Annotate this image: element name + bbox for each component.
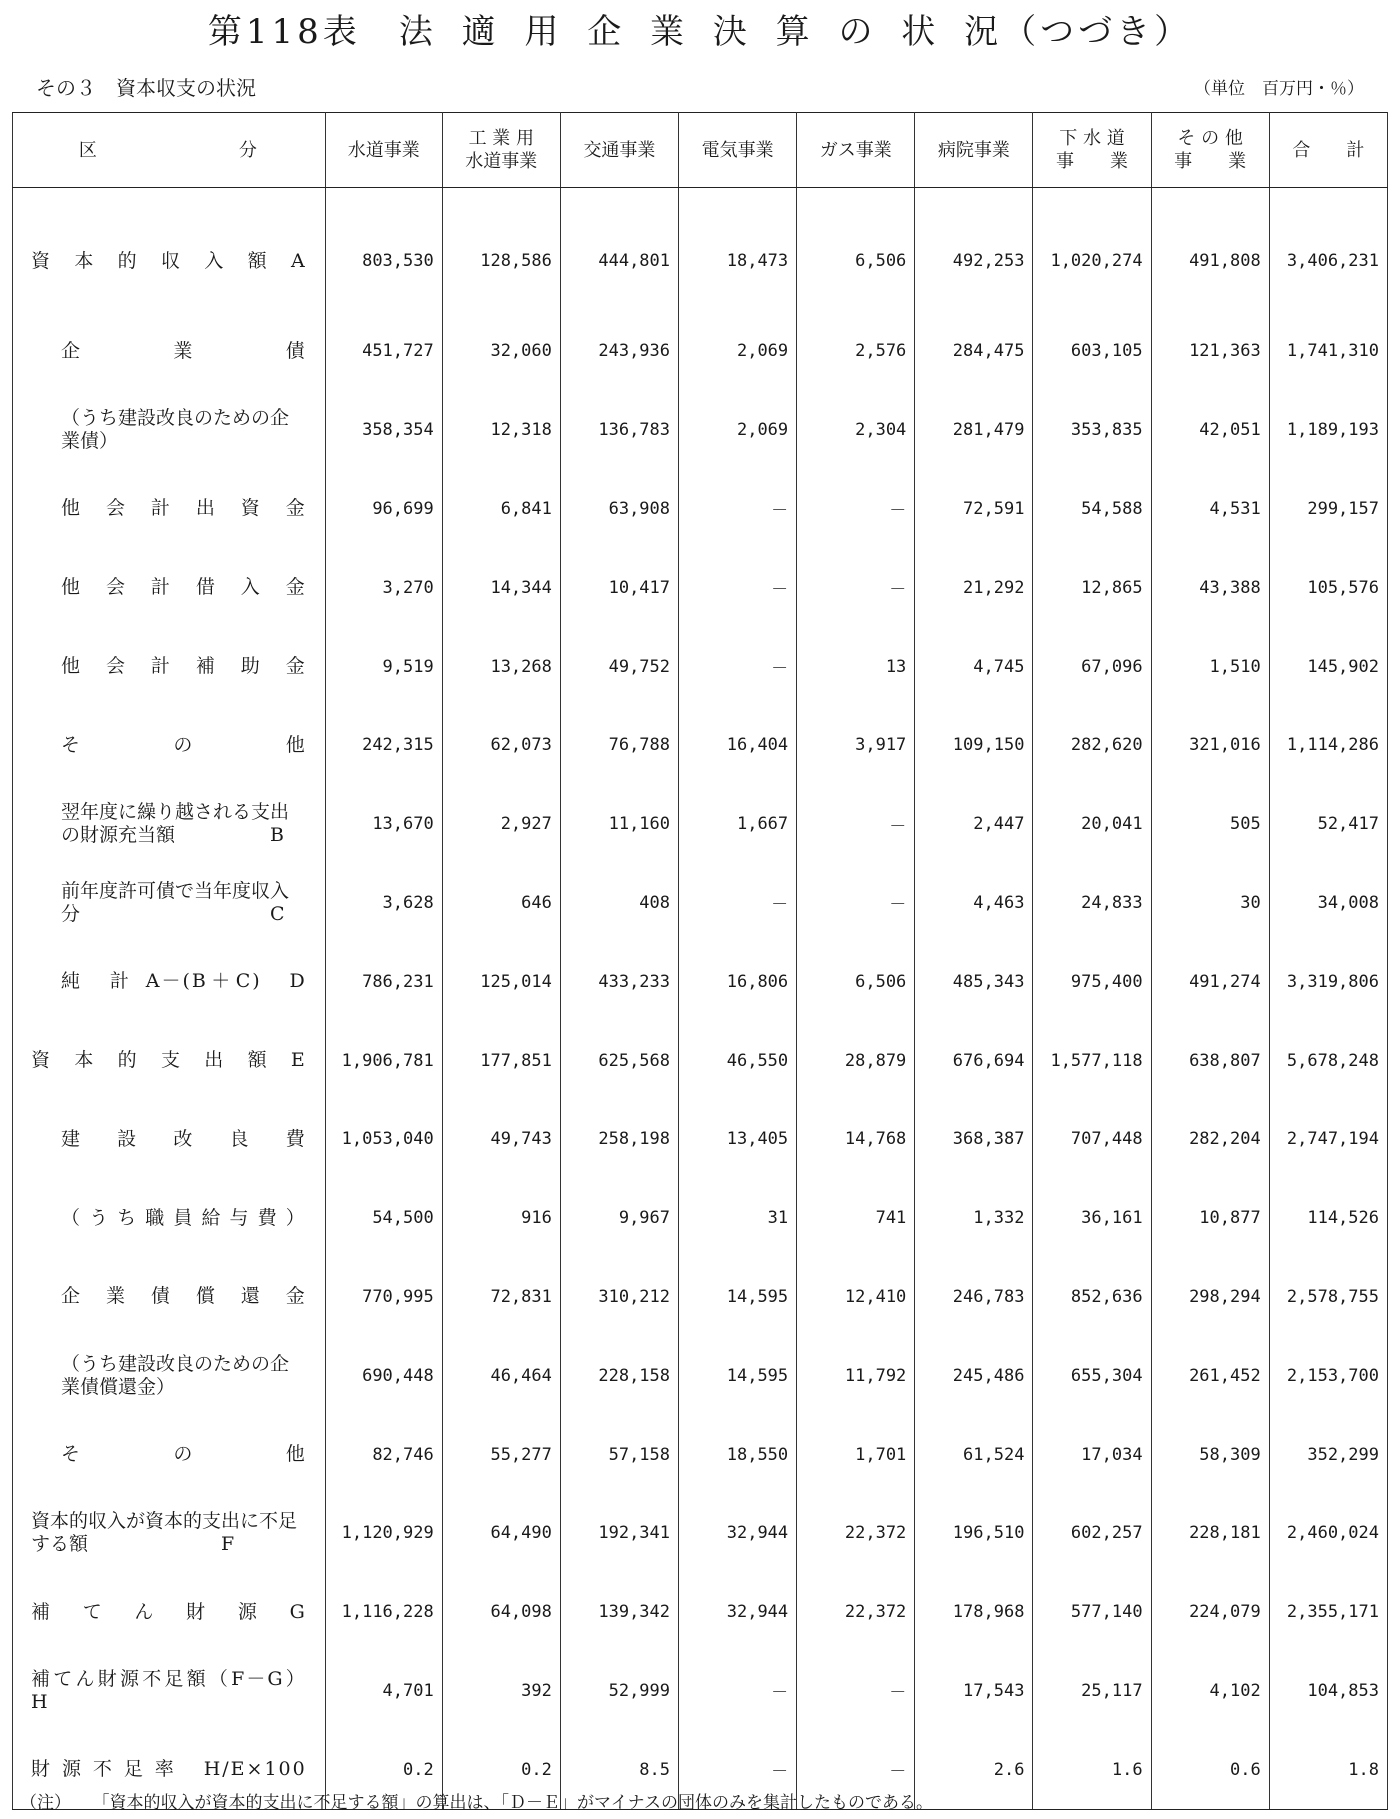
table-row — [13, 312, 1388, 391]
header-row — [13, 113, 1388, 188]
value-cell: 258,198 — [560, 1100, 678, 1179]
value-cell: 177,851 — [442, 1021, 560, 1100]
row-label: 補てん財源不足額（F－G）H — [13, 1652, 326, 1731]
row-label: 他会計借入金 — [13, 548, 326, 627]
value-cell: － — [679, 470, 797, 549]
value-cell: 2,447 — [915, 785, 1033, 864]
value-cell: 2,153,700 — [1269, 1336, 1387, 1415]
value-cell: 485,343 — [915, 942, 1033, 1021]
header-electricity: 電気事業 — [679, 113, 797, 188]
row-label: 資本的収入額A — [13, 188, 326, 313]
value-cell: 49,743 — [442, 1100, 560, 1179]
row-label: 補てん財源G — [13, 1573, 326, 1652]
value-cell: 32,060 — [442, 312, 560, 391]
value-cell: 105,576 — [1269, 548, 1387, 627]
value-cell: 243,936 — [560, 312, 678, 391]
value-cell: 32,944 — [679, 1573, 797, 1652]
value-cell: 2,069 — [679, 312, 797, 391]
value-cell: 1,116,228 — [325, 1573, 442, 1652]
value-cell: 61,524 — [915, 1415, 1033, 1494]
value-cell: － — [797, 1730, 915, 1809]
header-total: 合 計 — [1269, 113, 1387, 188]
value-cell: 491,274 — [1151, 942, 1269, 1021]
value-cell: 30 — [1151, 864, 1269, 943]
value-cell: 46,464 — [442, 1336, 560, 1415]
row-label: その他 — [13, 1415, 326, 1494]
value-cell: 6,506 — [797, 942, 915, 1021]
value-cell: 284,475 — [915, 312, 1033, 391]
value-cell: － — [797, 1652, 915, 1731]
table-row — [13, 1494, 1388, 1573]
value-cell: 4,531 — [1151, 470, 1269, 549]
value-cell: 433,233 — [560, 942, 678, 1021]
table-row — [13, 1415, 1388, 1494]
footnote — [20, 1788, 933, 1813]
header-gas: ガス事業 — [797, 113, 915, 188]
value-cell: 25,117 — [1033, 1652, 1151, 1731]
value-cell: － — [679, 864, 797, 943]
value-cell: 57,158 — [560, 1415, 678, 1494]
value-cell: 602,257 — [1033, 1494, 1151, 1573]
value-cell: 72,831 — [442, 1258, 560, 1337]
value-cell: 451,727 — [325, 312, 442, 391]
value-cell: 6,841 — [442, 470, 560, 549]
value-cell: 1.6 — [1033, 1730, 1151, 1809]
value-cell: 22,372 — [797, 1494, 915, 1573]
value-cell: 298,294 — [1151, 1258, 1269, 1337]
value-cell: 17,034 — [1033, 1415, 1151, 1494]
value-cell: 55,277 — [442, 1415, 560, 1494]
value-cell: 63,908 — [560, 470, 678, 549]
table-body — [13, 188, 1388, 1810]
value-cell: 4,745 — [915, 627, 1033, 706]
value-cell: 192,341 — [560, 1494, 678, 1573]
row-label: （うち職員給与費） — [13, 1179, 326, 1258]
value-cell: 786,231 — [325, 942, 442, 1021]
value-cell: 11,792 — [797, 1336, 915, 1415]
value-cell: 139,342 — [560, 1573, 678, 1652]
value-cell: 228,181 — [1151, 1494, 1269, 1573]
value-cell: 638,807 — [1151, 1021, 1269, 1100]
value-cell: 310,212 — [560, 1258, 678, 1337]
value-cell: 625,568 — [560, 1021, 678, 1100]
value-cell: 6,506 — [797, 188, 915, 313]
footnote-text: 「資本的収入が資本的支出に不足する額」の算出は、「Ｄ－Ｅ」がマイナスの団体のみを集計したものである。 — [101, 1793, 933, 1813]
value-cell: 13,268 — [442, 627, 560, 706]
value-cell: 72,591 — [915, 470, 1033, 549]
value-cell: 577,140 — [1033, 1573, 1151, 1652]
value-cell: 18,473 — [679, 188, 797, 313]
value-cell: 5,678,248 — [1269, 1021, 1387, 1100]
table-row — [13, 785, 1388, 864]
value-cell: 246,783 — [915, 1258, 1033, 1337]
row-label: 建設改良費 — [13, 1100, 326, 1179]
value-cell: 646 — [442, 864, 560, 943]
value-cell: 0.6 — [1151, 1730, 1269, 1809]
value-cell: 22,372 — [797, 1573, 915, 1652]
row-label: その他 — [13, 706, 326, 785]
value-cell: 178,968 — [915, 1573, 1033, 1652]
value-cell: 16,806 — [679, 942, 797, 1021]
value-cell: 62,073 — [442, 706, 560, 785]
unit-label: （単位 百万円・％） — [1194, 79, 1364, 99]
value-cell: 690,448 — [325, 1336, 442, 1415]
value-cell: 54,500 — [325, 1179, 442, 1258]
value-cell: 2,304 — [797, 391, 915, 470]
value-cell: 54,588 — [1033, 470, 1151, 549]
value-cell: 1,020,274 — [1033, 188, 1151, 313]
row-label: 資本的支出額E — [13, 1021, 326, 1100]
value-cell: 242,315 — [325, 706, 442, 785]
value-cell: 32,944 — [679, 1494, 797, 1573]
value-cell: 282,620 — [1033, 706, 1151, 785]
value-cell: 10,417 — [560, 548, 678, 627]
value-cell: 2,927 — [442, 785, 560, 864]
value-cell: 368,387 — [915, 1100, 1033, 1179]
header-hospital: 病院事業 — [915, 113, 1033, 188]
value-cell: 4,701 — [325, 1652, 442, 1731]
value-cell: 96,699 — [325, 470, 442, 549]
value-cell: 14,595 — [679, 1258, 797, 1337]
value-cell: 0.2 — [325, 1730, 442, 1809]
value-cell: 109,150 — [915, 706, 1033, 785]
value-cell: 13,670 — [325, 785, 442, 864]
row-label: 翌年度に繰り越される支出の財源充当額 B — [13, 785, 326, 864]
row-label: 財源不足率 H/E×100 — [13, 1730, 326, 1809]
value-cell: 2,576 — [797, 312, 915, 391]
table-row — [13, 706, 1388, 785]
table-row — [13, 1100, 1388, 1179]
value-cell: 18,550 — [679, 1415, 797, 1494]
row-label: 他会計出資金 — [13, 470, 326, 549]
row-label: 前年度許可債で当年度収入分 C — [13, 864, 326, 943]
value-cell: 228,158 — [560, 1336, 678, 1415]
value-cell: 8.5 — [560, 1730, 678, 1809]
value-cell: 1,667 — [679, 785, 797, 864]
value-cell: － — [679, 548, 797, 627]
value-cell: 104,853 — [1269, 1652, 1387, 1731]
value-cell: 9,967 — [560, 1179, 678, 1258]
value-cell: 2,355,171 — [1269, 1573, 1387, 1652]
value-cell: 975,400 — [1033, 942, 1151, 1021]
value-cell: 224,079 — [1151, 1573, 1269, 1652]
value-cell: 261,452 — [1151, 1336, 1269, 1415]
table-row — [13, 1652, 1388, 1731]
value-cell: 358,354 — [325, 391, 442, 470]
value-cell: 2,069 — [679, 391, 797, 470]
value-cell: 281,479 — [915, 391, 1033, 470]
value-cell: 17,543 — [915, 1652, 1033, 1731]
value-cell: － — [797, 864, 915, 943]
value-cell: 67,096 — [1033, 627, 1151, 706]
table-row — [13, 188, 1388, 313]
table-row — [13, 1258, 1388, 1337]
value-cell: 2,578,755 — [1269, 1258, 1387, 1337]
value-cell: 916 — [442, 1179, 560, 1258]
value-cell: 392 — [442, 1652, 560, 1731]
value-cell: 13,405 — [679, 1100, 797, 1179]
value-cell: 82,746 — [325, 1415, 442, 1494]
value-cell: 76,788 — [560, 706, 678, 785]
value-cell: 2.6 — [915, 1730, 1033, 1809]
value-cell: 34,008 — [1269, 864, 1387, 943]
value-cell: － — [797, 470, 915, 549]
value-cell: － — [797, 548, 915, 627]
value-cell: 299,157 — [1269, 470, 1387, 549]
value-cell: 492,253 — [915, 188, 1033, 313]
header-category: 区 分 — [13, 113, 326, 188]
value-cell: 1,053,040 — [325, 1100, 442, 1179]
value-cell: 3,406,231 — [1269, 188, 1387, 313]
header-water: 水道事業 — [325, 113, 442, 188]
value-cell: 245,486 — [915, 1336, 1033, 1415]
value-cell: 46,550 — [679, 1021, 797, 1100]
table-row — [13, 1336, 1388, 1415]
value-cell: 1,189,193 — [1269, 391, 1387, 470]
value-cell: 136,783 — [560, 391, 678, 470]
value-cell: 770,995 — [325, 1258, 442, 1337]
row-label: 企業債 — [13, 312, 326, 391]
value-cell: 16,404 — [679, 706, 797, 785]
table-row — [13, 942, 1388, 1021]
value-cell: 408 — [560, 864, 678, 943]
value-cell: 14,768 — [797, 1100, 915, 1179]
value-cell: 1.8 — [1269, 1730, 1387, 1809]
value-cell: 1,906,781 — [325, 1021, 442, 1100]
value-cell: 121,363 — [1151, 312, 1269, 391]
footnote-marker: （注） — [20, 1793, 71, 1813]
section-subtitle: その３ 資本収支の状況 — [36, 76, 256, 100]
value-cell: 2,747,194 — [1269, 1100, 1387, 1179]
value-cell: 49,752 — [560, 627, 678, 706]
value-cell: 4,463 — [915, 864, 1033, 943]
header-industrial-water: 工 業 用 水道事業 — [442, 113, 560, 188]
value-cell: 21,292 — [915, 548, 1033, 627]
page-title: 第118表 法 適 用 企 業 決 算 の 状 況（つづき） — [207, 12, 1193, 52]
value-cell: － — [679, 1730, 797, 1809]
table-row — [13, 627, 1388, 706]
value-cell: 852,636 — [1033, 1258, 1151, 1337]
row-label: （うち建設改良のための企業債償還金） — [13, 1336, 326, 1415]
value-cell: 655,304 — [1033, 1336, 1151, 1415]
value-cell: 10,877 — [1151, 1179, 1269, 1258]
value-cell: 1,510 — [1151, 627, 1269, 706]
value-cell: 353,835 — [1033, 391, 1151, 470]
header-other: そ の 他 事 業 — [1151, 113, 1269, 188]
value-cell: － — [797, 785, 915, 864]
value-cell: 64,490 — [442, 1494, 560, 1573]
value-cell: 1,577,118 — [1033, 1021, 1151, 1100]
value-cell: 24,833 — [1033, 864, 1151, 943]
value-cell: 43,388 — [1151, 548, 1269, 627]
value-cell: 52,999 — [560, 1652, 678, 1731]
value-cell: 125,014 — [442, 942, 560, 1021]
value-cell: 0.2 — [442, 1730, 560, 1809]
value-cell: 803,530 — [325, 188, 442, 313]
value-cell: 603,105 — [1033, 312, 1151, 391]
value-cell: 707,448 — [1033, 1100, 1151, 1179]
value-cell: 114,526 — [1269, 1179, 1387, 1258]
row-label: （うち建設改良のための企業債） — [13, 391, 326, 470]
value-cell: 145,902 — [1269, 627, 1387, 706]
value-cell: 12,318 — [442, 391, 560, 470]
row-label: 他会計補助金 — [13, 627, 326, 706]
row-label: 純 計 A－(B＋C) D — [13, 942, 326, 1021]
value-cell: 12,410 — [797, 1258, 915, 1337]
value-cell: 9,519 — [325, 627, 442, 706]
value-cell: 3,917 — [797, 706, 915, 785]
table-row — [13, 864, 1388, 943]
table-row — [13, 548, 1388, 627]
value-cell: 3,628 — [325, 864, 442, 943]
value-cell: － — [679, 1652, 797, 1731]
header-transport: 交通事業 — [560, 113, 678, 188]
value-cell: 282,204 — [1151, 1100, 1269, 1179]
value-cell: 20,041 — [1033, 785, 1151, 864]
table-row — [13, 391, 1388, 470]
header-sewerage: 下 水 道 事 業 — [1033, 113, 1151, 188]
value-cell: 1,120,929 — [325, 1494, 442, 1573]
table-row — [13, 1179, 1388, 1258]
value-cell: 352,299 — [1269, 1415, 1387, 1494]
value-cell: 52,417 — [1269, 785, 1387, 864]
value-cell: 3,270 — [325, 548, 442, 627]
capital-balance-table — [12, 112, 1388, 1810]
value-cell: 1,741,310 — [1269, 312, 1387, 391]
value-cell: 444,801 — [560, 188, 678, 313]
value-cell: 58,309 — [1151, 1415, 1269, 1494]
value-cell: 3,319,806 — [1269, 942, 1387, 1021]
value-cell: 196,510 — [915, 1494, 1033, 1573]
value-cell: 11,160 — [560, 785, 678, 864]
value-cell: 1,332 — [915, 1179, 1033, 1258]
value-cell: 14,595 — [679, 1336, 797, 1415]
value-cell: 128,586 — [442, 188, 560, 313]
value-cell: 14,344 — [442, 548, 560, 627]
value-cell: 12,865 — [1033, 548, 1151, 627]
value-cell: 676,694 — [915, 1021, 1033, 1100]
table-row — [13, 1573, 1388, 1652]
value-cell: 31 — [679, 1179, 797, 1258]
value-cell: 1,701 — [797, 1415, 915, 1494]
value-cell: 42,051 — [1151, 391, 1269, 470]
value-cell: 28,879 — [797, 1021, 915, 1100]
value-cell: 4,102 — [1151, 1652, 1269, 1731]
value-cell: 64,098 — [442, 1573, 560, 1652]
value-cell: － — [679, 627, 797, 706]
value-cell: 321,016 — [1151, 706, 1269, 785]
value-cell: 741 — [797, 1179, 915, 1258]
value-cell: 1,114,286 — [1269, 706, 1387, 785]
value-cell: 36,161 — [1033, 1179, 1151, 1258]
table-row — [13, 470, 1388, 549]
value-cell: 505 — [1151, 785, 1269, 864]
value-cell: 13 — [797, 627, 915, 706]
value-cell: 491,808 — [1151, 188, 1269, 313]
row-label: 企業債償還金 — [13, 1258, 326, 1337]
row-label: 資本的収入が資本的支出に不足する額 F — [13, 1494, 326, 1573]
table-row — [13, 1021, 1388, 1100]
value-cell: 2,460,024 — [1269, 1494, 1387, 1573]
